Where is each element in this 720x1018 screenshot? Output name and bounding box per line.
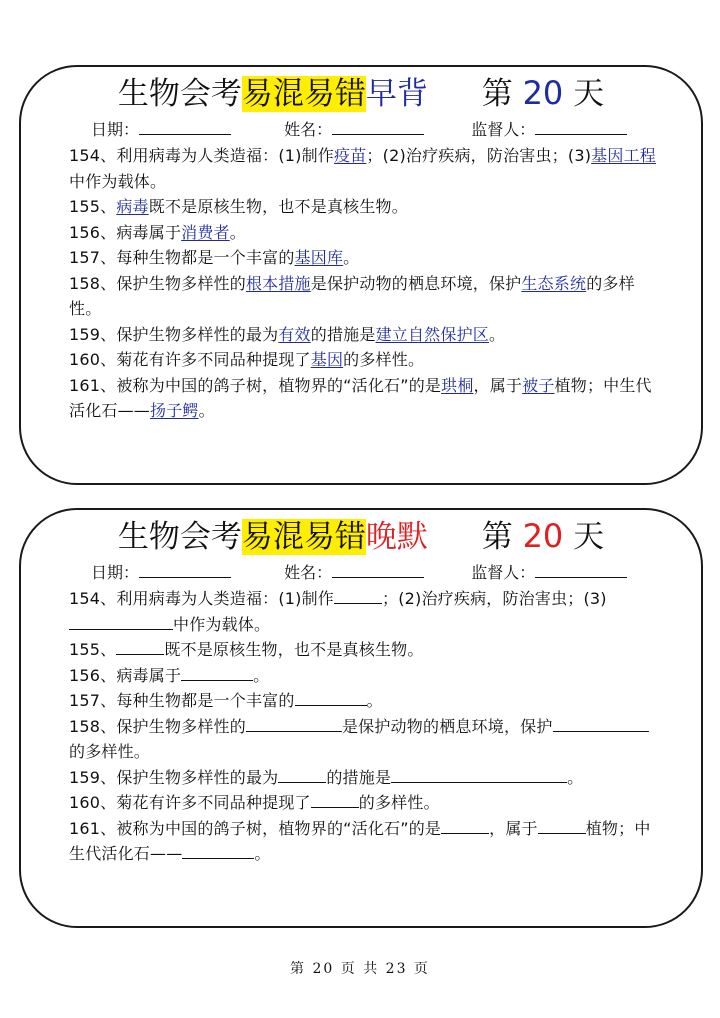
question-item xyxy=(69,373,659,424)
question-text: 154、利用病毒为人类造福：(1)制作 xyxy=(69,589,335,608)
answer-blank[interactable] xyxy=(441,818,489,834)
name-label: 姓名： xyxy=(284,120,333,139)
answer-blank[interactable] xyxy=(181,665,253,681)
morning-recite-card xyxy=(19,65,703,485)
answer-text: 被子 xyxy=(522,375,555,395)
answer-text: 基因 xyxy=(310,350,344,369)
answer-blank[interactable] xyxy=(334,588,382,604)
question-text: 161、被称为中国的鸽子树，植物界的“活化石”的是 xyxy=(69,818,442,838)
answer-text: 疫苗 xyxy=(334,146,367,165)
answer-text: 病毒 xyxy=(116,197,149,216)
answer-text: 生态系统 xyxy=(521,273,587,293)
question-text: 的多样性。 xyxy=(69,273,635,318)
answer-text: 珙桐 xyxy=(441,375,474,395)
question-item xyxy=(69,790,659,816)
question-item xyxy=(69,143,659,194)
day-prefix: 第 xyxy=(481,76,523,112)
question-text: 161、被称为中国的鸽子树，植物界的“活化石”的是 xyxy=(69,375,442,395)
question-text: 159、保护生物多样性的最为 xyxy=(69,324,279,344)
answer-text: 扬子鳄 xyxy=(150,401,199,420)
question-text: 160、菊花有许多不同品种提现了 xyxy=(69,793,311,812)
question-text: 是保护动物的栖息环境，保护 xyxy=(310,273,522,293)
card-title xyxy=(21,516,701,557)
answer-text: 基因库 xyxy=(294,248,344,267)
question-text: 。 xyxy=(488,324,506,344)
question-text: 。 xyxy=(253,665,270,685)
question-item xyxy=(69,714,659,765)
question-text: 158、保护生物多样性的 xyxy=(69,716,246,736)
question-text: 159、保护生物多样性的最为 xyxy=(69,767,279,787)
question-item xyxy=(69,271,659,322)
supervisor-field[interactable] xyxy=(535,120,627,135)
day-prefix: 第 xyxy=(481,519,523,555)
question-text: 的多样性。 xyxy=(358,793,440,812)
title-subject: 生物会考 xyxy=(117,76,242,112)
question-item xyxy=(69,194,659,220)
question-text: 的措施是 xyxy=(310,324,376,344)
question-text: 中作为载体。 xyxy=(69,171,167,191)
title-highlight: 易混易错 xyxy=(241,519,366,555)
question-text: 。 xyxy=(198,401,215,420)
answer-text: 有效 xyxy=(278,324,311,344)
title-subject: 生物会考 xyxy=(117,519,242,555)
supervisor-field[interactable] xyxy=(535,563,627,578)
question-text: 植物；中生代活化石—— xyxy=(69,375,652,420)
answer-blank[interactable] xyxy=(538,818,586,834)
question-text: 157、每种生物都是一个丰富的 xyxy=(69,248,295,267)
page-footer: 第 20 页 共 23 页 xyxy=(290,961,430,977)
answer-text: 根本措施 xyxy=(245,273,311,293)
answer-blank[interactable] xyxy=(553,716,649,732)
question-text: 的多样性。 xyxy=(343,350,425,369)
name-label: 姓名： xyxy=(284,563,333,582)
day-suffix: 天 xyxy=(563,519,605,555)
answer-blank[interactable] xyxy=(69,614,173,630)
answer-blank[interactable] xyxy=(295,690,367,706)
question-text: 。 xyxy=(229,222,246,242)
title-session: 晚默 xyxy=(365,519,428,555)
answer-blank[interactable] xyxy=(311,792,359,808)
question-text: 。 xyxy=(567,767,584,787)
question-item xyxy=(69,245,659,271)
question-text: ，属于 xyxy=(489,818,538,838)
meta-row xyxy=(91,119,627,141)
evening-dictation-card xyxy=(19,508,703,928)
date-field[interactable] xyxy=(139,563,231,578)
question-text: 植物；中生代活化石—— xyxy=(69,818,651,863)
question-text: 157、每种生物都是一个丰富的 xyxy=(69,691,295,710)
answer-text: 消费者 xyxy=(181,222,230,242)
card-title xyxy=(21,73,701,114)
question-text: 156、病毒属于 xyxy=(69,222,182,242)
question-item xyxy=(69,637,659,663)
day-suffix: 天 xyxy=(563,76,605,112)
answer-blank[interactable] xyxy=(182,843,254,859)
supervisor-label: 监督人： xyxy=(471,563,536,582)
question-item xyxy=(69,688,659,714)
day-number: 20 xyxy=(522,74,564,112)
question-text: ，属于 xyxy=(473,375,523,395)
question-text: 。 xyxy=(254,844,271,863)
title-day xyxy=(482,73,604,114)
question-list xyxy=(69,586,659,867)
day-number: 20 xyxy=(522,517,564,555)
question-text: ；(2)治疗疾病，防治害虫；(3) xyxy=(366,146,592,165)
question-item xyxy=(69,663,659,689)
question-item xyxy=(69,322,659,348)
title-highlight: 易混易错 xyxy=(241,76,366,112)
question-list xyxy=(69,143,659,424)
answer-text: 建立自然保护区 xyxy=(375,324,489,344)
question-text: 155、 xyxy=(69,640,117,659)
question-text: 。 xyxy=(343,248,360,267)
question-text: 既不是原核生物，也不是真核生物。 xyxy=(148,197,408,216)
name-field[interactable] xyxy=(332,563,424,578)
name-field[interactable] xyxy=(332,120,424,135)
question-item xyxy=(69,347,659,373)
date-label: 日期： xyxy=(91,120,140,139)
answer-text: 基因工程 xyxy=(591,146,656,165)
date-field[interactable] xyxy=(139,120,231,135)
date-label: 日期： xyxy=(91,563,140,582)
answer-blank[interactable] xyxy=(391,767,567,783)
meta-row xyxy=(91,562,627,584)
question-item xyxy=(69,220,659,246)
question-item xyxy=(69,765,659,791)
question-text: 的多样性。 xyxy=(69,742,151,761)
question-text: 。 xyxy=(366,691,383,710)
question-item xyxy=(69,586,659,637)
question-item xyxy=(69,816,659,867)
question-text: 154、利用病毒为人类造福：(1)制作 xyxy=(69,146,335,165)
title-day xyxy=(482,516,604,557)
answer-blank[interactable] xyxy=(116,639,164,655)
title-session: 早背 xyxy=(365,76,428,112)
question-text: 中作为载体。 xyxy=(173,614,271,634)
answer-blank[interactable] xyxy=(246,716,342,732)
supervisor-label: 监督人： xyxy=(471,120,536,139)
question-text: 156、病毒属于 xyxy=(69,665,182,685)
question-text: ；(2)治疗疾病，防治害虫；(3) xyxy=(382,589,607,608)
question-text: 158、保护生物多样性的 xyxy=(69,273,246,293)
question-text: 是保护动物的栖息环境，保护 xyxy=(341,716,553,736)
question-text: 155、 xyxy=(69,197,117,216)
answer-blank[interactable] xyxy=(278,767,326,783)
question-text: 160、菊花有许多不同品种提现了 xyxy=(69,350,311,369)
question-text: 的措施是 xyxy=(326,767,392,787)
question-text: 既不是原核生物，也不是真核生物。 xyxy=(164,640,424,659)
